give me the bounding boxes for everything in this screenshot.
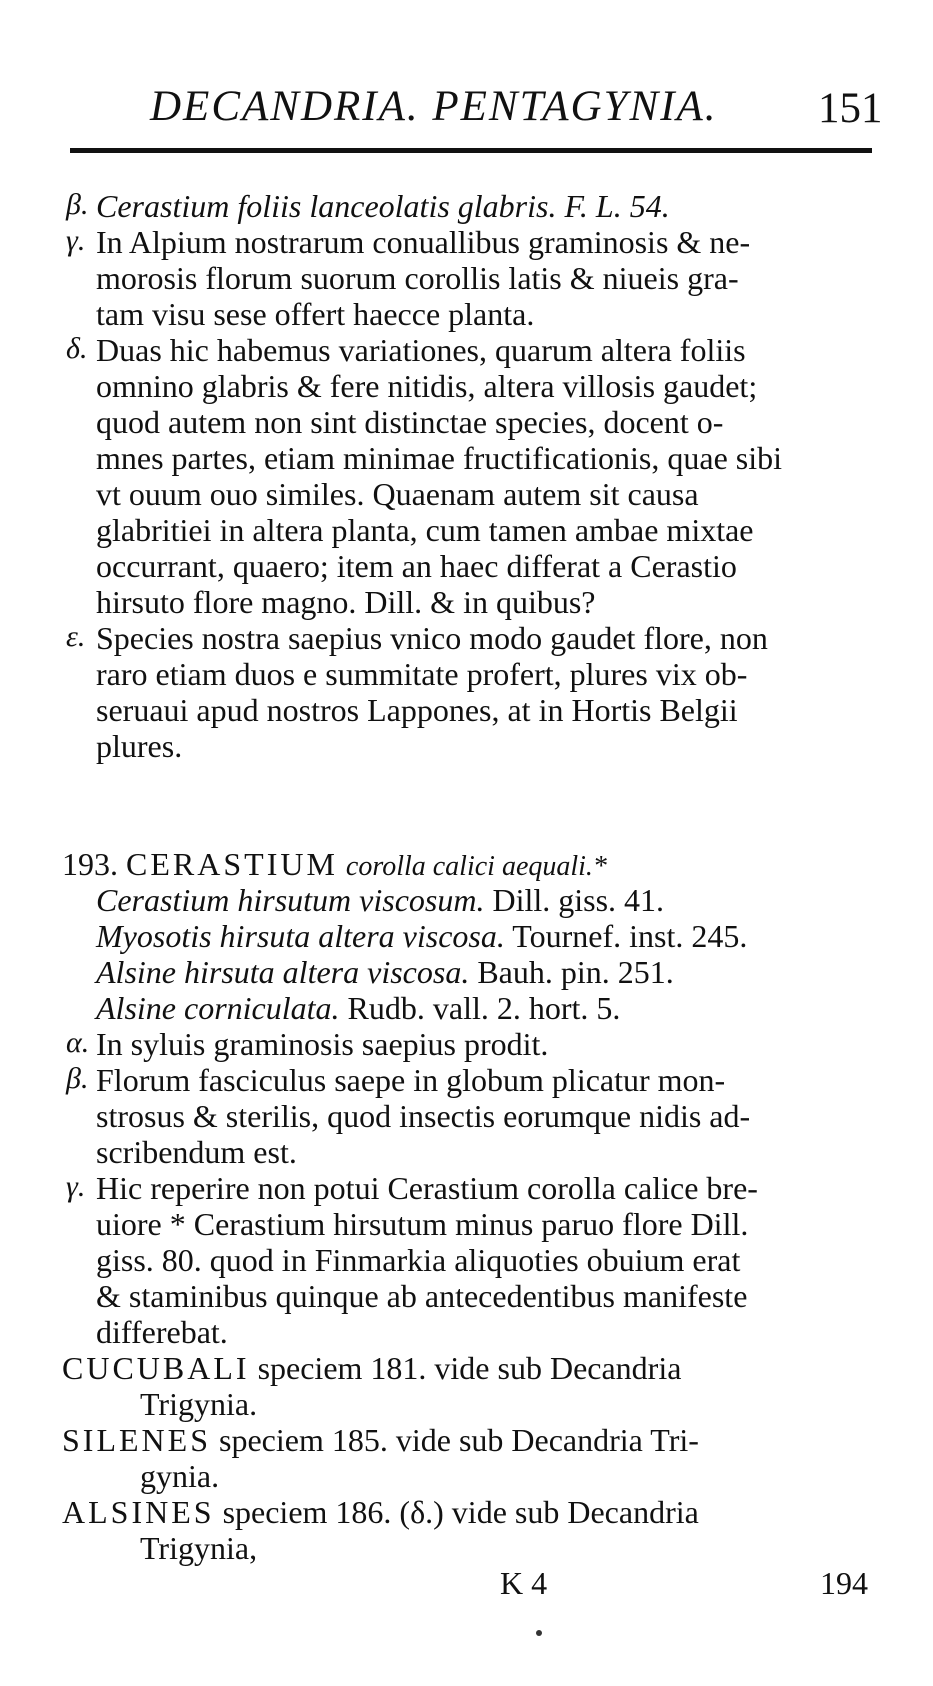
catchword: 194 <box>820 1565 868 1601</box>
entry-number: 193. <box>62 846 118 882</box>
variety-line: seruaui apud nostros Lappones, at in Hortis Belgii <box>96 692 738 728</box>
synonym-reference: Tournef. inst. 245. <box>512 918 748 954</box>
variety-marker: γ. <box>66 224 86 257</box>
variety-line: omnino glabris & fere nitidis, altera villosis gaudet; <box>96 368 758 404</box>
synonym <box>96 918 747 954</box>
variety-line: mnes partes, etiam minimae fructificationis, quae sibi <box>96 440 783 476</box>
variety-marker: δ. <box>66 332 88 365</box>
variety-line: hirsuto flore magno. Dill. & in quibus? <box>96 584 596 620</box>
entry-genus: CERASTIUM <box>126 846 338 882</box>
synonym <box>96 882 664 918</box>
variety-marker: ε. <box>66 620 86 653</box>
variety-line: tam visu sese offert haecce planta. <box>96 296 535 332</box>
synonym-reference: Bauh. pin. 251. <box>477 954 674 990</box>
running-title: DECANDRIA. PENTAGYNIA. <box>150 83 718 130</box>
note-line: Hic reperire non potui Cerastium corolla calice bre- <box>96 1170 758 1206</box>
synonym-name: Myosotis hirsuta altera viscosa. <box>96 918 505 954</box>
synonym <box>96 990 620 1026</box>
note-line: uiore * Cerastium hirsutum minus paruo flore Dill. <box>96 1206 749 1242</box>
note-line: scribendum est. <box>96 1134 297 1170</box>
variety-line: occurrant, quaero; item an haec differat a Cerastio <box>96 548 737 584</box>
variety-line: raro etiam duos e summitate profert, plures vix ob- <box>96 656 748 692</box>
entry-diagnosis: corolla calici aequali.* <box>345 851 607 882</box>
synonym-reference: Dill. giss. 41. <box>492 882 665 918</box>
variety-line: quod autem non sint distinctae species, docent o- <box>96 404 724 440</box>
synonym-reference: Rudb. vall. 2. hort. 5. <box>347 990 621 1026</box>
note-line: & staminibus quinque ab antecedentibus manifeste <box>96 1278 748 1314</box>
variety-line: In Alpium nostrarum conuallibus graminosis & ne- <box>96 224 751 260</box>
note-line: giss. 80. quod in Finmarkia aliquoties obuium erat <box>96 1242 741 1278</box>
entry-heading <box>62 846 607 885</box>
note-line: differebat. <box>96 1314 228 1350</box>
note-marker: α. <box>66 1026 90 1059</box>
synonym-name: Alsine hirsuta altera viscosa. <box>96 954 470 990</box>
variety-marker: β. <box>66 188 89 221</box>
variety-line: morosis florum suorum corollis latis & niueis gra- <box>96 260 739 296</box>
header-rule <box>70 148 872 153</box>
variety-line: plures. <box>96 728 183 764</box>
cross-reference-continuation: gynia. <box>140 1458 220 1494</box>
cross-reference-genus: ALSINES <box>62 1494 215 1530</box>
note-line: Florum fasciculus saepe in globum plicatur mon- <box>96 1062 726 1098</box>
cross-reference-text: speciem 185. vide sub Decandria Tri- <box>219 1422 699 1458</box>
variety-line: Cerastium foliis lanceolatis glabris. F. L. 54. <box>96 188 670 224</box>
note-line: strosus & sterilis, quod insectis eorumque nidis ad- <box>96 1098 751 1134</box>
cross-reference-continuation: Trigynia. <box>140 1386 258 1422</box>
synonym-name: Alsine corniculata. <box>96 990 340 1026</box>
cross-reference-text: speciem 186. (δ.) vide sub Decandria <box>222 1494 699 1530</box>
cross-reference <box>62 1350 681 1386</box>
variety-line: Duas hic habemus variationes, quarum altera foliis <box>96 332 746 368</box>
synonym-name: Cerastium hirsutum viscosum. <box>96 882 485 918</box>
cross-reference-genus: CUCUBALI <box>62 1350 250 1386</box>
cross-reference-genus: SILENES <box>62 1422 211 1458</box>
variety-line: Species nostra saepius vnico modo gaudet flore, non <box>96 620 768 656</box>
cross-reference <box>62 1422 699 1458</box>
note-marker: γ. <box>66 1170 86 1203</box>
note-line: In syluis graminosis saepius prodit. <box>96 1026 549 1062</box>
ink-speck <box>536 1630 542 1636</box>
variety-line: glabritiei in altera planta, cum tamen ambae mixtae <box>96 512 754 548</box>
cross-reference-text: speciem 181. vide sub Decandria <box>257 1350 682 1386</box>
signature-mark: K 4 <box>500 1565 548 1601</box>
variety-line: vt ouum ouo similes. Quaenam autem sit causa <box>96 476 699 512</box>
running-head <box>0 82 933 142</box>
cross-reference <box>62 1494 699 1530</box>
synonym <box>96 954 674 990</box>
note-marker: β. <box>66 1062 89 1095</box>
cross-reference-continuation: Trigynia, <box>140 1530 258 1566</box>
page-number: 151 <box>818 85 883 132</box>
